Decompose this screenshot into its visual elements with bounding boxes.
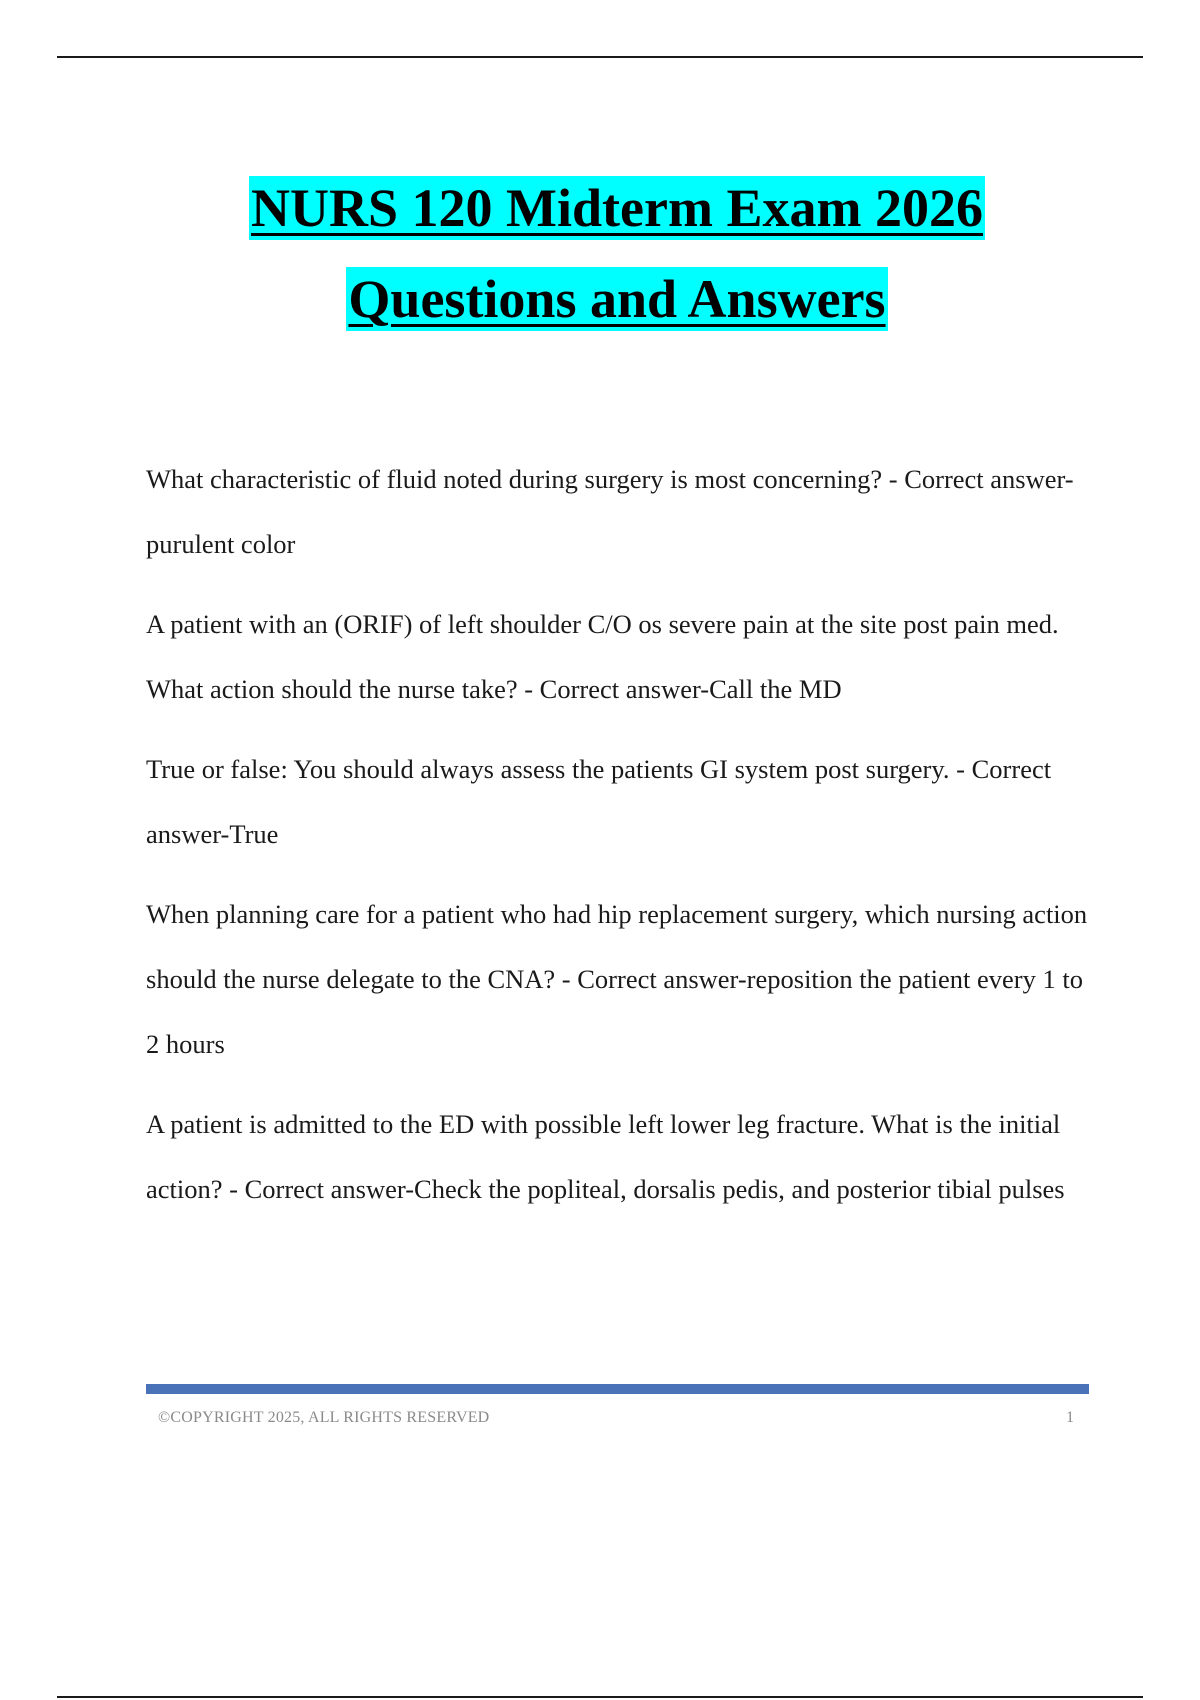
qa-item: A patient is admitted to the ED with possible left lower leg fracture. What is the initial action? - Correct answer-Check the popliteal, dorsalis pedis, and posterior tibial pulses <box>146 1109 1065 1204</box>
qa-item: When planning care for a patient who had hip replacement surgery, which nursing action should the nurse delegate to the CNA? - Correct answer-reposition the patient every 1 to 2 hours <box>146 899 1088 1059</box>
qa-item: What characteristic of fluid noted during surgery is most concerning? - Correct answer-purulent color <box>146 464 1074 559</box>
page-number: 1 <box>1066 1409 1074 1426</box>
footer-bar <box>146 1384 1089 1394</box>
title-line-2: Questions and Answers <box>348 269 886 329</box>
qa-list <box>146 447 1096 1237</box>
document-title <box>0 176 1200 331</box>
bottom-rule <box>57 1696 1143 1698</box>
title-line-1: NURS 120 Midterm Exam 2026 <box>251 178 983 238</box>
top-rule <box>57 56 1143 58</box>
qa-item: A patient with an (ORIF) of left shoulder C/O os severe pain at the site post pain med. What action should the nurse take? - Correct answer-Call the MD <box>146 609 1059 704</box>
copyright-notice: ©COPYRIGHT 2025, ALL RIGHTS RESERVED <box>158 1409 490 1426</box>
qa-item: True or false: You should always assess the patients GI system post surgery. - Correct answer-True <box>146 754 1052 849</box>
